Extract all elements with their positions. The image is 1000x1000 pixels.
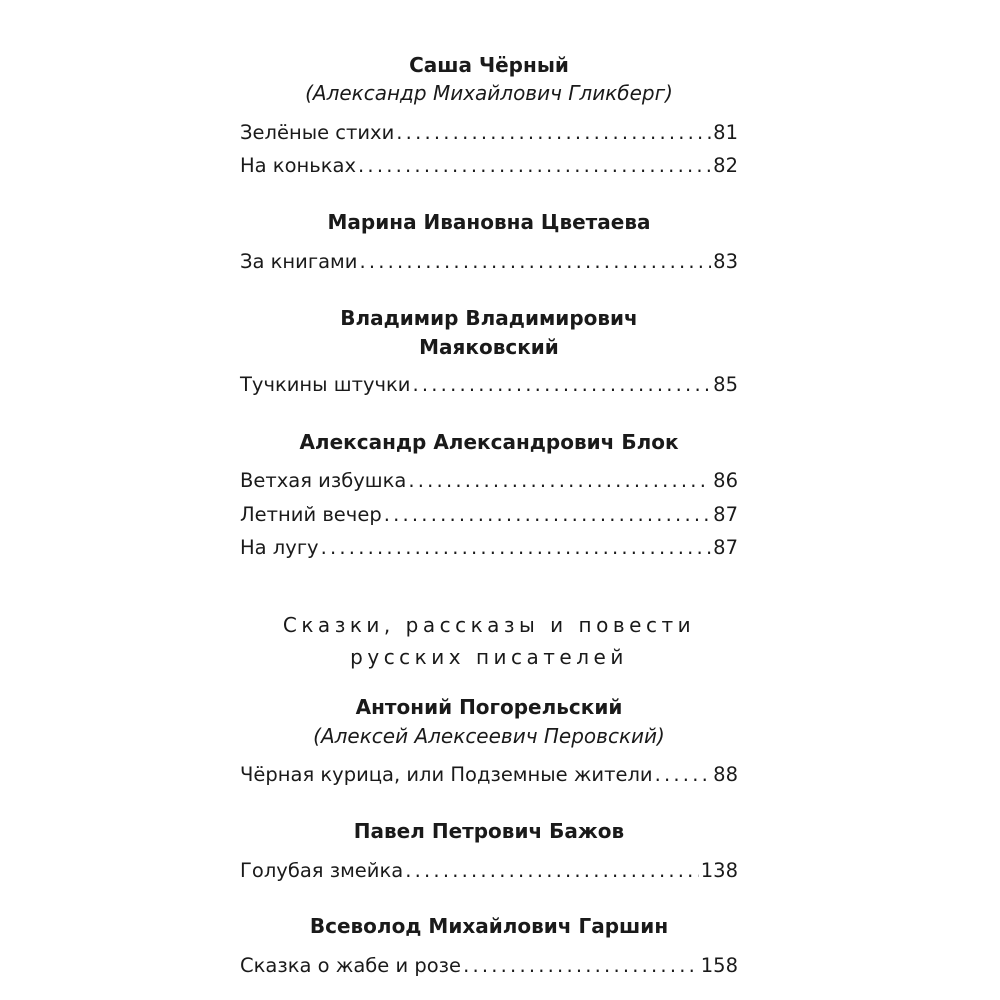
- page-number: 86: [713, 469, 738, 492]
- dot-leader: [406, 464, 711, 498]
- toc-entry[interactable]: [240, 498, 738, 532]
- entry-title: На лугу: [240, 536, 319, 559]
- dot-leader: [356, 149, 711, 183]
- dot-leader: [403, 854, 699, 888]
- author-heading: Владимир Владимирович: [340, 306, 638, 330]
- toc-entry[interactable]: [240, 149, 738, 183]
- dot-leader: [410, 368, 711, 402]
- toc-entry[interactable]: [240, 854, 738, 888]
- toc-entry[interactable]: [240, 464, 738, 498]
- entry-title: Чёрная курица, или Подземные жители: [240, 763, 653, 786]
- page-number: 138: [700, 859, 738, 882]
- dot-leader: [653, 758, 712, 792]
- toc-entry[interactable]: [240, 758, 738, 792]
- author-heading-line2: Маяковский: [419, 335, 559, 359]
- section-title: Сказки, рассказы и повести: [282, 613, 696, 637]
- author-heading: Антоний Погорельский: [355, 695, 623, 719]
- dot-leader: [319, 531, 712, 565]
- author-heading: Саша Чёрный: [409, 53, 569, 77]
- entry-title: Зелёные стихи: [240, 121, 395, 144]
- dot-leader: [357, 245, 711, 279]
- toc-entry[interactable]: [240, 531, 738, 565]
- dot-leader: [461, 949, 699, 983]
- author-heading: Александр Александрович Блок: [299, 430, 679, 454]
- entry-title: Сказка о жабе и розе: [240, 954, 462, 977]
- entry-title: Тучкины штучки: [240, 373, 411, 396]
- page-number: 83: [713, 250, 738, 273]
- entry-title: Голубая змейка: [240, 859, 404, 882]
- page-number: 82: [713, 154, 738, 177]
- author-pseudonym: (Алексей Алексеевич Перовский): [313, 724, 665, 748]
- page-number: 81: [713, 121, 738, 144]
- author-heading: Всеволод Михайлович Гаршин: [309, 914, 669, 938]
- author-pseudonym: (Александр Михайлович Гликберг): [305, 81, 673, 105]
- dot-leader: [394, 116, 711, 150]
- page-number: 85: [713, 373, 738, 396]
- author-heading: Марина Ивановна Цветаева: [327, 210, 651, 234]
- entry-title: Летний вечер: [240, 503, 382, 526]
- page-number: 88: [713, 763, 738, 786]
- page-number: 87: [713, 503, 738, 526]
- toc-entry[interactable]: [240, 245, 738, 279]
- toc-entry[interactable]: [240, 949, 738, 983]
- entry-title: За книгами: [240, 250, 358, 273]
- entry-title: Ветхая избушка: [240, 469, 407, 492]
- page-number: 87: [713, 536, 738, 559]
- toc-entry[interactable]: [240, 116, 738, 150]
- entry-title: На коньках: [240, 154, 357, 177]
- author-heading: Павел Петрович Бажов: [353, 819, 625, 843]
- toc-entry[interactable]: [240, 368, 738, 402]
- dot-leader: [382, 498, 711, 532]
- page-number: 158: [700, 954, 738, 977]
- section-title-line2: русских писателей: [350, 645, 628, 669]
